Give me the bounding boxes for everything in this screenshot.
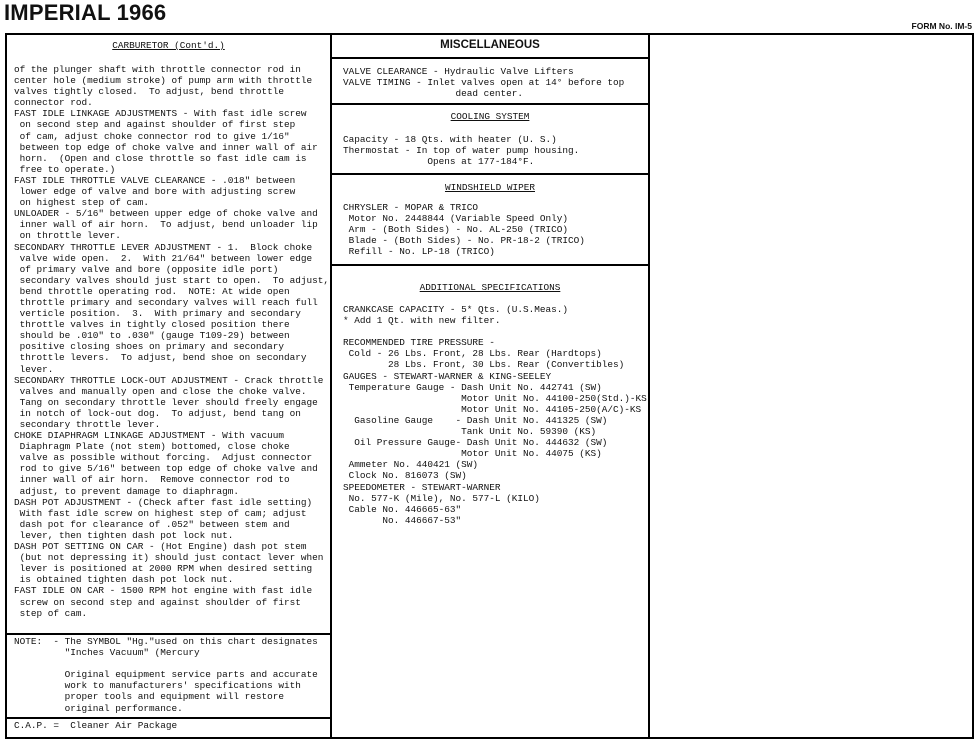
windshield-wiper-body: CHRYSLER - MOPAR & TRICO Motor No. 2448844 (Variable Speed Only) Arm - (Both Sides) - No. AL-250 (TRICO) Blade - (Both Sides) - No. PR-18-2 (TRICO) Refill - No. LP-18 (TRICO) [343, 202, 585, 258]
specs-divider [332, 264, 648, 266]
cooling-system-body: Capacity - 18 Qts. with heater (U. S.) Thermostat - In top of water pump housing. Opens at 177-184°F. [343, 134, 580, 168]
page-title: IMPERIAL 1966 [4, 0, 167, 25]
miscellaneous-body: VALVE CLEARANCE - Hydraulic Valve Lifters VALVE TIMING - Inlet valves open at 14° before top dead center. [343, 66, 625, 100]
additional-specifications-body: CRANKCASE CAPACITY - 5* Qts. (U.S.Meas.) * Add 1 Qt. with new filter. RECOMMENDED TIRE PRESSURE - Cold - 26 Lbs. Front, 28 Lbs. Rear (Hardtops) 28 Lbs. Front, 30 Lbs. Rear (Convertibles) GAUGES - STEWART-WARNER & KING-SEELEY Temperature Gauge - Dash Unit No. 442741 (SW) Motor Unit No. 44100-250(Std.)-KS Motor Unit No. 44105-250(A/C)-KS Gasoline Gauge - Dash Unit No. 441325 (SW) Tank Unit No. 59390 (KS) Oil Pressure Gauge- Dash Unit No. 444632 (SW) Motor Unit No. 44075 (KS) Ammeter No. 440421 (SW) Clock No. 816073 (SW) SPEEDOMETER - STEWART-WARNER No. 577-K (Mile), No. 577-L (KILO) Cable No. 446665-63" No. 446667-53" [343, 304, 647, 526]
misc-heading-divider [332, 57, 648, 59]
carburetor-body: of the plunger shaft with throttle connector rod in center hole (medium stroke) of pump arm with throttle valves tightly closed. To adjust, bend throttle connector rod. FAST IDLE LINKAGE ADJUSTMENTS - With fast idle screw on second step and against shoulder of first step of cam, adjust choke connector rod to give 1/16" between top edge of choke valve and inner wall of air horn. (Open and close throttle so fast idle cam is free to operate.) FAST IDLE THROTTLE VALVE CLEARANCE - .018" between lower edge of valve and bore with adjusting screw on highest step of cam. UNLOADER - 5/16" between upper edge of choke valve and inner wall of air horn. To adjust, bend unloader lip on throttle lever. SECONDARY THROTTLE LEVER ADJUSTMENT - 1. Block choke valve wide open. 2. With 21/64" between lower edge of primary valve and bore (opposite idle port) secondary valves should just start to open. To adjust, bend throttle operating rod. NOTE: At wide open throttle primary and secondary valves will reach full verticle position. 3. With primary and secondary throttle valves in tightly closed position there should be .010" to .030" (gauge T109-29) between positive closing shoes on primary and secondary throttle levers. To adjust, bend shoe on secondary lever. SECONDARY THROTTLE LOCK-OUT ADJUSTMENT - Crack throttle valves and manually open and close the choke valve. Tang on secondary throttle lever should freely engage in notch of lock-out dog. To adjust, bend tang on secondary throttle lever. CHOKE DIAPHRAGM LINKAGE ADJUSTMENT - With vacuum Diaphragm Plate (not stem) bottomed, close choke valve as possible without forcing. Adjust connector rod to give 5/16" between top edge of choke valve and inner wall of air horn. Remove connector rod to adjust, to prevent damage to diaphragm. DASH POT ADJUSTMENT - (Check after fast idle setting) With fast idle screw on highest step of cam; adjust dash pot for clearance of .052" between stem and lever, then tighten dash pot lock nut. DASH POT SETTING ON CAR - (Hot Engine) dash pot stem (but not depressing it) should just contact lever when lever is positioned at 2000 RPM when desired setting is obtained tighten dash pot lock nut. FAST IDLE ON CAR - 1500 RPM hot engine with fast idle screw on second step and against shoulder of first step of cam. [14, 64, 330, 619]
blank-column [650, 35, 972, 737]
windshield-wiper-heading: WINDSHIELD WIPER [444, 182, 535, 193]
note-divider [7, 633, 330, 635]
cooling-system-heading: COOLING SYSTEM [450, 111, 530, 122]
cooling-divider [332, 103, 648, 105]
cap-divider [7, 717, 330, 719]
carburetor-heading: CARBURETOR (Cont'd.) [112, 40, 225, 51]
column-divider-left [330, 33, 332, 739]
additional-specifications-heading: ADDITIONAL SPECIFICATIONS [419, 282, 561, 293]
cap-definition: C.A.P. = Cleaner Air Package [14, 720, 178, 731]
wiper-divider [332, 173, 648, 175]
note-text: NOTE: - The SYMBOL "Hg."used on this chart designates "Inches Vacuum" (Mercury Original equipment service parts and accurate work to manufacturers' specifications with proper tools and equipment will restore original performance. [14, 636, 318, 714]
miscellaneous-heading: MISCELLANEOUS [440, 39, 540, 51]
form-number: FORM No. IM-5 [911, 21, 972, 31]
